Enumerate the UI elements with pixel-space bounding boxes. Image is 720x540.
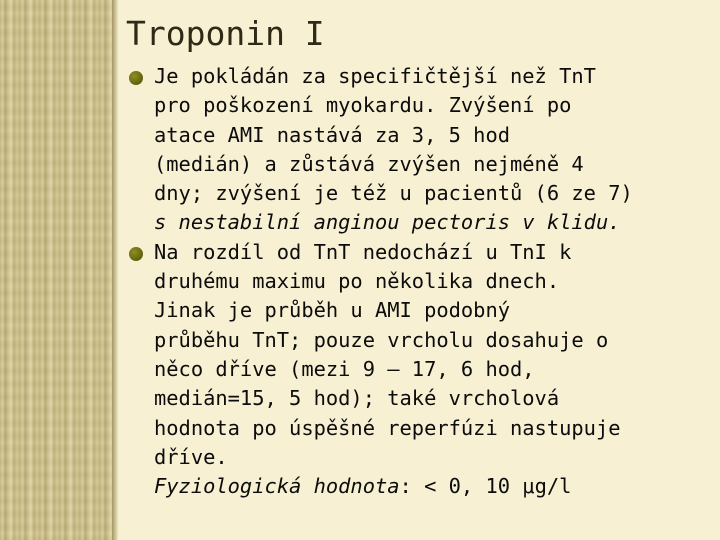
text-line: něco dříve (mezi 9 – 17, 6 hod, [154, 356, 535, 381]
slide-title: Troponin I [126, 14, 325, 53]
reference-value-line [154, 472, 706, 501]
text-line: medián=15, 5 hod); také vrcholová [154, 386, 560, 411]
reference-value: : < 0, 10 μg/l [399, 474, 572, 499]
text-line: dny; zvýšení je též u pacientů (6 ze 7) [154, 181, 633, 206]
reference-value-label: Fyziologická hodnota [154, 474, 400, 499]
bullet-item-troponin-course [126, 238, 706, 502]
text-line: pro poškození myokardu. Zvýšení po [154, 93, 572, 118]
text-line: druhému maximu po několika dnech. [154, 269, 560, 294]
text-line: (medián) a zůstává zvýšen nejméně 4 [154, 151, 584, 176]
text-line: atace AMI nastává za 3, 5 hod [154, 122, 511, 147]
bullet-item-troponin-specificity [126, 62, 706, 238]
bullet-dot-icon [129, 71, 143, 85]
text-line: dříve. [154, 444, 228, 469]
text-line: Na rozdíl od TnT nedochází u TnI k [154, 239, 572, 264]
text-line-italic: s nestabilní anginou pectoris v klidu. [154, 210, 621, 235]
bullet-dot-icon [129, 247, 143, 261]
text-line: Je pokládán za specifičtější než TnT [154, 64, 596, 88]
text-line: hodnota po úspěšné reperfúzi nastupuje [154, 415, 621, 440]
text-line: Jinak je průběh u AMI podobný [154, 298, 511, 323]
text-line: průběhu TnT; pouze vrcholu dosahuje o [154, 327, 609, 352]
bullet-list [126, 62, 706, 501]
wood-border-decoration [0, 0, 112, 540]
